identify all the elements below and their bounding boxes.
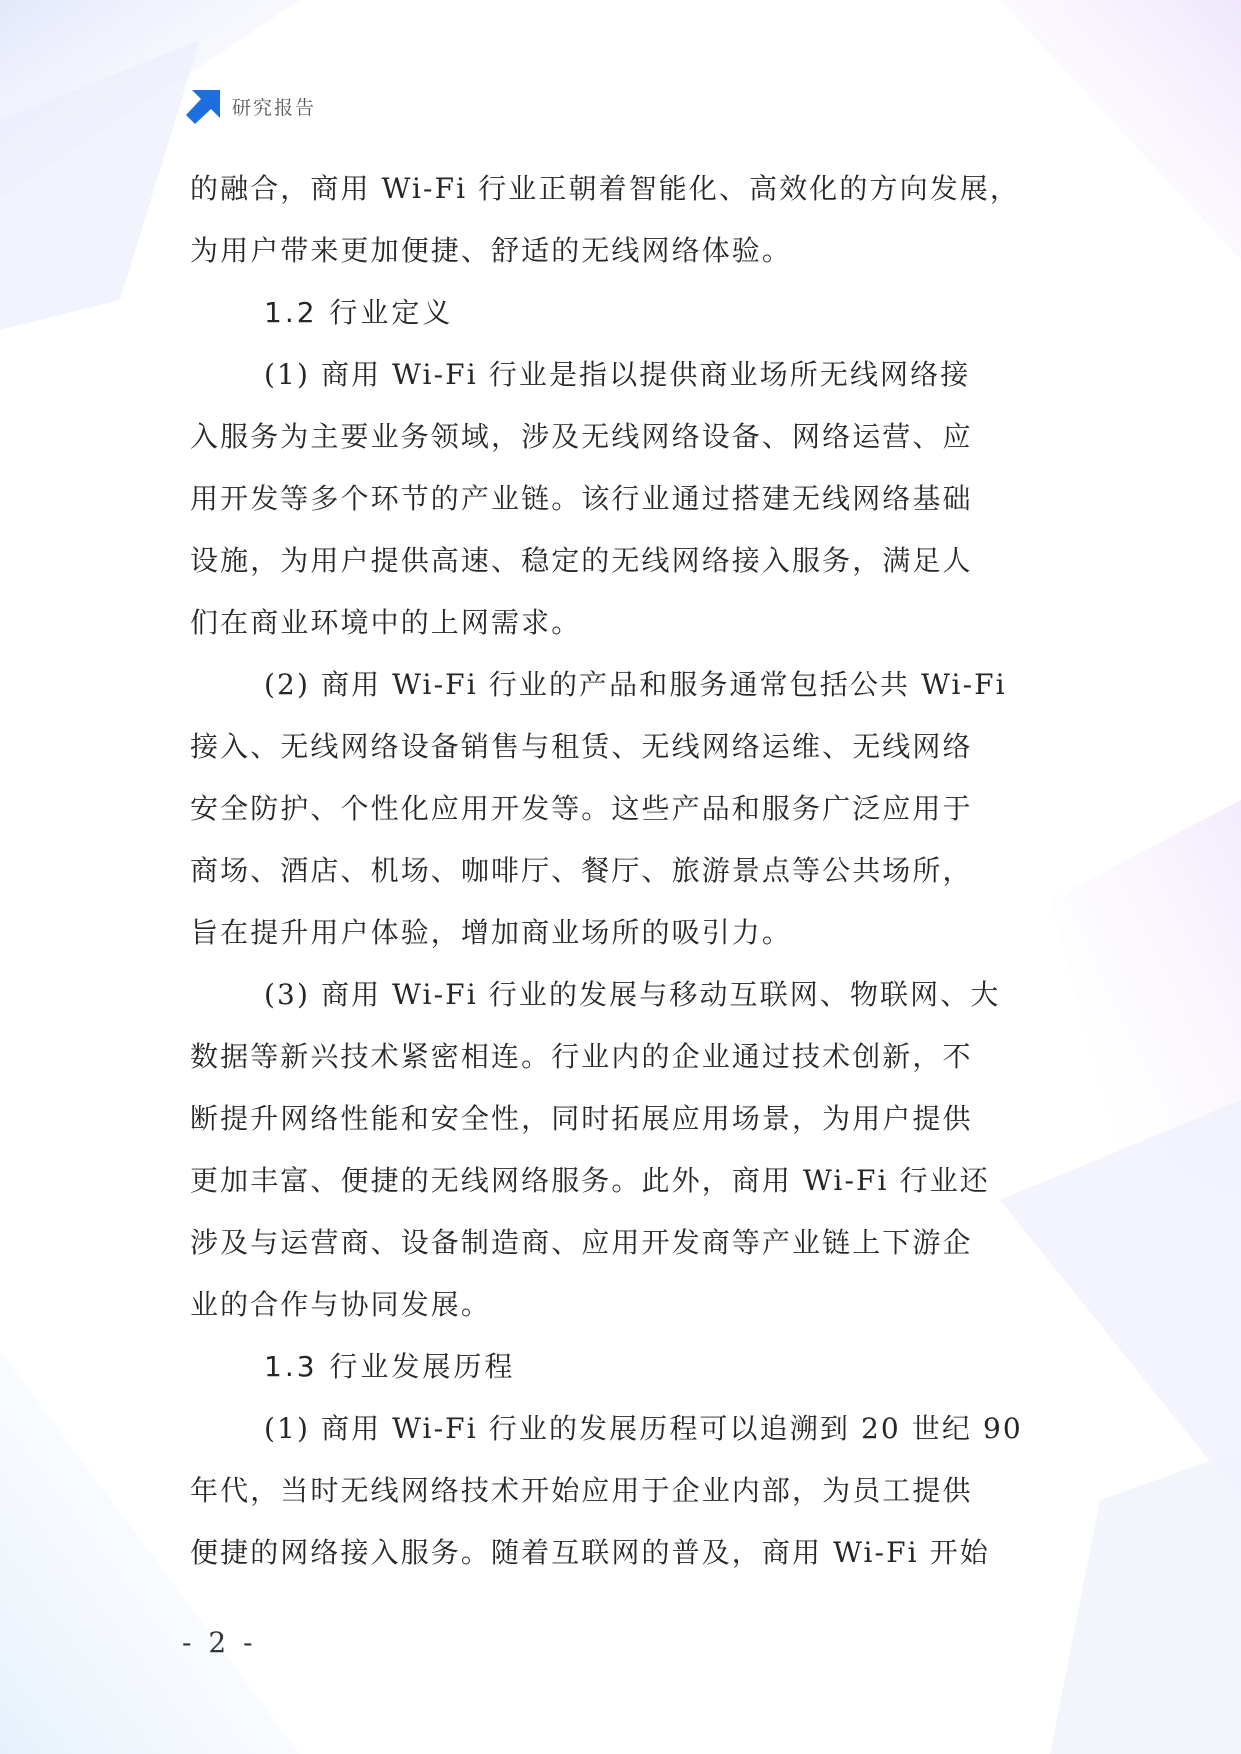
section-heading: 1.3 行业发展历程	[264, 1350, 516, 1383]
section-heading: 1.2 行业定义	[264, 296, 454, 329]
report-header	[186, 88, 316, 124]
body-line: (1) 商用 Wi-Fi 行业的发展历程可以追溯到 20 世纪 90	[264, 1412, 1023, 1445]
body-line: 断提升网络性能和安全性，同时拓展应用场景，为用户提供	[190, 1102, 973, 1135]
body-line: (3) 商用 Wi-Fi 行业的发展与移动互联网、物联网、大	[264, 978, 1001, 1011]
arrow-logo-icon	[186, 88, 222, 124]
body-line: 们在商业环境中的上网需求。	[190, 606, 582, 639]
body-line: 的融合，商用 Wi-Fi 行业正朝着智能化、高效化的方向发展，	[190, 172, 1020, 205]
body-line: 设施，为用户提供高速、稳定的无线网络接入服务，满足人	[190, 544, 973, 577]
body-line: 便捷的网络接入服务。随着互联网的普及，商用 Wi-Fi 开始	[190, 1536, 990, 1569]
body-line: 年代，当时无线网络技术开始应用于企业内部，为员工提供	[190, 1474, 973, 1507]
body-line: 数据等新兴技术紧密相连。行业内的企业通过技术创新，不	[190, 1040, 973, 1073]
body-line: (1) 商用 Wi-Fi 行业是指以提供商业场所无线网络接	[264, 358, 971, 391]
body-line: (2) 商用 Wi-Fi 行业的产品和服务通常包括公共 Wi-Fi	[264, 668, 1007, 701]
page-number: - 2 -	[182, 1626, 257, 1659]
body-line: 安全防护、个性化应用开发等。这些产品和服务广泛应用于	[190, 792, 973, 825]
header-label: 研究报告	[232, 96, 317, 119]
body-line: 业的合作与协同发展。	[190, 1288, 492, 1321]
body-line: 接入、无线网络设备销售与租赁、无线网络运维、无线网络	[190, 730, 973, 763]
body-line: 涉及与运营商、设备制造商、应用开发商等产业链上下游企	[190, 1226, 973, 1259]
body-line: 入服务为主要业务领域，涉及无线网络设备、网络运营、应	[190, 420, 973, 453]
body-line: 更加丰富、便捷的无线网络服务。此外，商用 Wi-Fi 行业还	[190, 1164, 990, 1197]
body-line: 为用户带来更加便捷、舒适的无线网络体验。	[190, 234, 793, 267]
body-line: 用开发等多个环节的产业链。该行业通过搭建无线网络基础	[190, 482, 973, 515]
body-line: 旨在提升用户体验，增加商业场所的吸引力。	[190, 916, 793, 949]
body-line: 商场、酒店、机场、咖啡厅、餐厅、旅游景点等公共场所，	[190, 854, 973, 887]
